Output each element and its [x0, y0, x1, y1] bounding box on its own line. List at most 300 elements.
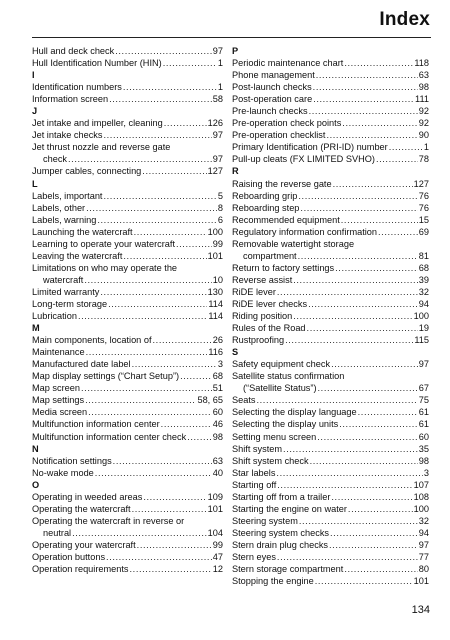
dot-leader	[299, 515, 418, 527]
index-entry-page: 68	[418, 262, 429, 273]
dot-leader	[132, 358, 217, 370]
index-entry-page: 60	[418, 431, 429, 442]
index-entry-text: watercraft	[43, 274, 84, 285]
index-entry-text: Information screen	[32, 94, 109, 105]
index-entry	[32, 346, 223, 358]
dot-leader	[84, 274, 211, 286]
index-entry	[32, 93, 223, 105]
index-entry-page: 46	[212, 419, 223, 430]
index-entry	[32, 190, 223, 202]
dot-leader	[344, 563, 417, 575]
index-entry	[232, 431, 429, 443]
index-entry-page: 58	[212, 94, 223, 105]
index-entry	[232, 503, 429, 515]
index-entry	[232, 551, 429, 563]
index-entry-text: Long-term storage	[32, 298, 108, 309]
index-entry-page: 114	[208, 311, 223, 322]
index-entry-page: 97	[418, 539, 429, 550]
dot-leader	[331, 358, 418, 370]
index-entry	[232, 298, 429, 310]
index-entry	[232, 93, 429, 105]
index-entry	[32, 503, 223, 515]
dot-leader	[163, 57, 217, 69]
dot-leader	[81, 382, 212, 394]
dot-leader	[348, 503, 413, 515]
index-entry	[232, 178, 429, 190]
dot-leader	[103, 129, 211, 141]
dot-leader	[298, 250, 418, 262]
dot-leader	[257, 394, 418, 406]
dot-leader	[333, 178, 413, 190]
index-entry	[32, 539, 223, 551]
index-entry-page: 98	[418, 455, 429, 466]
index-entry	[232, 274, 429, 286]
dot-leader	[285, 334, 413, 346]
index-entry	[232, 310, 429, 322]
index-entry-page: 101	[207, 250, 223, 261]
dot-leader	[341, 214, 418, 226]
index-entry	[32, 153, 223, 165]
index-entry-page: 109	[207, 491, 223, 502]
index-entry-page: 19	[418, 323, 429, 334]
index-entry-text: Periodic maintenance chart	[232, 58, 344, 69]
index-entry-page: 10	[212, 274, 223, 285]
index-entry-text: Pre-operation check points	[232, 118, 342, 129]
index-entry-text: Hull Identification Number (HIN)	[32, 58, 162, 69]
index-entry-page: 1	[423, 142, 429, 153]
index-entry-text: Media screen	[32, 407, 88, 418]
index-entry-page: 75	[418, 395, 429, 406]
index-entry-text: Starting the engine on water	[232, 503, 347, 514]
index-entry	[32, 527, 223, 539]
dot-leader	[309, 105, 418, 117]
dot-leader	[331, 491, 412, 503]
index-entry	[232, 69, 429, 81]
index-entry-page: 98	[418, 82, 429, 93]
dot-leader	[123, 250, 206, 262]
index-entry-text: Reverse assist	[232, 274, 293, 285]
index-entry-text: Limitations on who may operate the	[32, 262, 178, 273]
dot-leader	[308, 298, 418, 310]
index-entry-text: Stopping the engine	[232, 576, 314, 587]
index-entry-page: 94	[418, 298, 429, 309]
dot-leader	[180, 370, 212, 382]
header-divider	[32, 37, 431, 38]
index-entry	[232, 262, 429, 274]
index-entry	[232, 214, 429, 226]
index-entry	[232, 117, 429, 129]
index-entry-page: 90	[418, 130, 429, 141]
index-entry-text: Operation requirements	[32, 564, 129, 575]
dot-leader	[358, 406, 418, 418]
index-entry-text: Hull and deck check	[32, 46, 115, 56]
index-entry-text: Main components, location of	[32, 335, 152, 346]
index-entry	[232, 418, 429, 430]
index-entry-page: 127	[207, 166, 223, 177]
index-entry	[32, 117, 223, 129]
index-entry-text: Pre-launch checks	[232, 106, 308, 117]
index-section-letter: M	[32, 323, 40, 334]
index-entry	[232, 153, 429, 165]
index-entry-page: 51	[212, 383, 223, 394]
index-entry-page: 104	[207, 527, 223, 538]
index-entry-page: 116	[208, 347, 223, 358]
index-entry-page: 6	[217, 214, 223, 225]
dot-leader	[293, 310, 412, 322]
index-entry-page: 108	[413, 491, 429, 502]
index-entry-text: Jet intake and impeller, cleaning	[32, 118, 163, 129]
dot-leader	[344, 57, 413, 69]
index-entry	[232, 467, 429, 479]
dot-leader	[326, 129, 417, 141]
index-entry-text: Map display settings (“Chart Setup”)	[32, 371, 180, 382]
index-entry-page: 81	[418, 250, 429, 261]
dot-leader	[137, 539, 212, 551]
index-entry-text: Riding position	[232, 311, 293, 322]
index-entry-page: 101	[207, 503, 223, 514]
dot-leader	[68, 153, 212, 165]
index-section-letter: S	[232, 347, 239, 358]
index-entry	[32, 202, 223, 214]
index-entry-text: Map settings	[32, 395, 85, 406]
index-entry	[232, 238, 429, 250]
index-entry	[32, 214, 223, 226]
index-entry	[232, 190, 429, 202]
index-entry	[32, 57, 223, 69]
index-entry	[232, 443, 429, 455]
index-entry-text: RiDE lever checks	[232, 298, 308, 309]
index-entry	[232, 129, 429, 141]
index-entry-page: 107	[413, 479, 429, 490]
dot-leader	[142, 165, 206, 177]
index-entry-page: 97	[418, 359, 429, 370]
index-entry-text: Post-operation care	[232, 94, 313, 105]
index-entry-page: 100	[207, 226, 223, 237]
index-entry-text: Selecting the display units	[232, 419, 339, 430]
index-entry	[232, 105, 429, 117]
index-entry	[32, 274, 223, 286]
index-entry-text: Starting off	[232, 479, 277, 490]
index-entry	[32, 406, 223, 418]
index-entry-page: 118	[414, 58, 429, 69]
index-entry	[32, 141, 223, 153]
index-entry-text: Identification numbers	[32, 82, 122, 93]
index-entry-page: 12	[212, 564, 223, 575]
index-entry-page: 126	[207, 118, 223, 129]
dot-leader	[330, 527, 418, 539]
page-title: Index	[379, 9, 430, 30]
index-entry-text: Stern drain plug checks	[232, 539, 329, 550]
index-entry	[32, 81, 223, 93]
dot-leader	[97, 214, 217, 226]
index-entry-text: Labels, important	[32, 190, 103, 201]
dot-leader	[329, 539, 418, 551]
index-entry-text: Stern eyes	[232, 551, 276, 562]
index-entry-page: 3	[423, 467, 429, 478]
index-entry	[32, 382, 223, 394]
dot-leader	[376, 153, 418, 165]
index-entry-text: Launching the watercraft	[32, 226, 133, 237]
index-entry-text: Shift system check	[232, 455, 309, 466]
index-entry	[232, 539, 429, 551]
dot-leader	[293, 274, 418, 286]
dot-leader	[103, 190, 216, 202]
dot-leader	[277, 551, 418, 563]
index-entry-text: Primary Identification (PRI-ID) number	[232, 142, 388, 153]
index-entry-page: 97	[212, 154, 223, 165]
index-entry-text: Manufactured date label	[32, 359, 131, 370]
index-entry-text: Regulatory information confirmation	[232, 226, 378, 237]
dot-leader	[100, 286, 206, 298]
index-entry-page: 100	[413, 311, 429, 322]
index-entry-text: Recommended equipment	[232, 214, 340, 225]
index-section-letter: L	[32, 178, 38, 189]
index-entry	[32, 298, 223, 310]
index-entry-page: 127	[413, 178, 429, 189]
index-entry	[32, 45, 223, 57]
dot-leader	[86, 202, 217, 214]
index-entry-text: Rules of the Road	[232, 323, 306, 334]
dot-leader	[277, 479, 412, 491]
index-entry	[32, 310, 223, 322]
index-entry-text: Lubrication	[32, 311, 77, 322]
index-entry-page: 101	[413, 576, 429, 587]
index-entry-text: Operation buttons	[32, 551, 106, 562]
index-entry	[32, 250, 223, 262]
dot-leader	[300, 202, 417, 214]
index-entry-text: Rustproofing	[232, 335, 285, 346]
index-entry-text: (“Satellite Status”)	[243, 383, 317, 394]
index-entry-text: Jet thrust nozzle and reverse gate	[32, 142, 171, 153]
dot-leader	[130, 563, 212, 575]
index-entry-page: 76	[418, 190, 429, 201]
dot-leader	[72, 527, 207, 539]
index-entry-page: 76	[418, 202, 429, 213]
index-entry	[232, 515, 429, 527]
index-entry-page: 77	[418, 551, 429, 562]
index-entry-text: Safety equipment check	[232, 359, 331, 370]
index-entry	[32, 491, 223, 503]
index-entry	[232, 394, 429, 406]
dot-leader	[317, 431, 417, 443]
index-entry	[232, 382, 429, 394]
index-entry-page: 63	[212, 455, 223, 466]
index-entry-page: 47	[212, 551, 223, 562]
index-entry-page: 100	[413, 503, 429, 514]
dot-leader	[108, 298, 207, 310]
index-entry	[32, 418, 223, 430]
index-entry-page: 61	[418, 419, 429, 430]
dot-leader	[164, 117, 207, 129]
index-entry-text: Operating your watercraft	[32, 539, 136, 550]
dot-leader	[339, 418, 418, 430]
dot-leader	[143, 491, 206, 503]
dot-leader	[318, 382, 418, 394]
dot-leader	[109, 93, 212, 105]
index-entry-page: 98	[212, 431, 223, 442]
dot-leader	[307, 322, 418, 334]
index-entry	[232, 141, 429, 153]
index-entry	[232, 334, 429, 346]
dot-leader	[161, 418, 212, 430]
dot-leader	[283, 443, 418, 455]
index-entry	[32, 563, 223, 575]
index-entry-text: Return to factory settings	[232, 262, 335, 273]
dot-leader	[153, 334, 212, 346]
index-entry-text: neutral	[43, 527, 72, 538]
dot-leader	[113, 455, 212, 467]
index-entry	[232, 57, 429, 69]
index-entry-text: Pre-operation checklist	[232, 130, 326, 141]
dot-leader	[134, 226, 207, 238]
index-entry-page: 61	[418, 407, 429, 418]
index-entry	[232, 322, 429, 334]
dot-leader	[86, 346, 208, 358]
dot-leader	[389, 141, 423, 153]
index-entry-text: Reboarding step	[232, 202, 300, 213]
index-entry-text: check	[43, 154, 68, 165]
index-entry-text: Notification settings	[32, 455, 112, 466]
index-entry-page: 111	[415, 94, 429, 105]
index-column-left	[32, 45, 223, 575]
index-entry-page: 32	[418, 515, 429, 526]
index-entry-text: Labels, warning	[32, 214, 97, 225]
index-entry-page: 115	[414, 335, 429, 346]
index-entry-text: Jumper cables, connecting	[32, 166, 142, 177]
index-entry-text: Multifunction information center	[32, 419, 160, 430]
index-section-letter: O	[32, 479, 40, 490]
dot-leader	[123, 81, 217, 93]
dot-leader	[342, 117, 417, 129]
index-entry	[32, 358, 223, 370]
index-entry-page: 130	[207, 286, 223, 297]
index-entry-text: No-wake mode	[32, 467, 94, 478]
index-entry	[232, 455, 429, 467]
index-entry-page: 99	[212, 238, 223, 249]
dot-leader	[78, 310, 207, 322]
index-entry-text: Learning to operate your watercraft	[32, 238, 175, 249]
index-section-letter: I	[32, 70, 35, 81]
index-entry-text: Multifunction information center check	[32, 431, 187, 442]
index-entry	[32, 238, 223, 250]
index-column-right	[232, 45, 429, 587]
index-entry-page: 8	[217, 202, 223, 213]
index-entry-page: 60	[212, 407, 223, 418]
index-entry	[232, 81, 429, 93]
dot-leader	[335, 262, 418, 274]
dot-leader	[132, 503, 207, 515]
index-entry	[32, 334, 223, 346]
index-entry-page: 58, 65	[197, 395, 223, 406]
index-entry-text: Setting menu screen	[232, 431, 317, 442]
index-entry	[32, 515, 223, 527]
index-entry-text: Selecting the display language	[232, 407, 357, 418]
index-entry-page: 32	[418, 286, 429, 297]
index-entry-page: 35	[418, 443, 429, 454]
index-entry	[232, 406, 429, 418]
index-entry-text: Map screen	[32, 383, 81, 394]
index-entry	[32, 431, 223, 443]
index-entry-page: 94	[418, 527, 429, 538]
index-entry-text: Maintenance	[32, 347, 85, 358]
index-entry-page: 3	[217, 359, 223, 370]
index-entry-page: 99	[212, 539, 223, 550]
index-entry-text: Steering system checks	[232, 527, 330, 538]
index-entry	[232, 527, 429, 539]
dot-leader	[316, 69, 418, 81]
dot-leader	[187, 431, 212, 443]
index-entry-page: 97	[212, 130, 223, 141]
index-entry-text: Operating the watercraft in reverse or	[32, 515, 185, 526]
index-entry	[32, 286, 223, 298]
index-entry	[32, 370, 223, 382]
index-entry-page: 1	[217, 58, 223, 69]
dot-leader	[106, 551, 212, 563]
index-entry	[32, 262, 223, 274]
index-entry	[232, 479, 429, 491]
index-entry	[232, 250, 429, 262]
index-entry-page: 78	[418, 154, 429, 165]
index-entry	[232, 286, 429, 298]
index-entry	[32, 129, 223, 141]
dot-leader	[310, 455, 418, 467]
index-entry-text: Raising the reverse gate	[232, 178, 332, 189]
index-entry	[32, 551, 223, 563]
index-entry-text: Pull-up cleats (FX LIMITED SVHO)	[232, 154, 375, 165]
index-section-letter: R	[232, 166, 239, 177]
dot-leader	[378, 226, 418, 238]
index-section-letter: N	[32, 443, 39, 454]
index-entry-page: 114	[208, 298, 223, 309]
index-entry	[232, 358, 429, 370]
index-entry-text: Operating in weeded areas	[32, 491, 143, 502]
index-entry-page: 63	[418, 70, 429, 81]
index-entry-text: Stern storage compartment	[232, 564, 344, 575]
index-entry-page: 67	[418, 383, 429, 394]
dot-leader	[298, 190, 417, 202]
index-entry-page: 26	[212, 335, 223, 346]
dot-leader	[85, 394, 196, 406]
dot-leader	[88, 406, 212, 418]
index-entry-text: Labels, other	[32, 202, 86, 213]
index-entry-text: Reboarding grip	[232, 190, 298, 201]
index-entry-text: RiDE lever	[232, 286, 276, 297]
index-entry	[32, 394, 223, 406]
index-entry-text: Phone management	[232, 70, 315, 81]
dot-leader	[115, 45, 212, 57]
index-entry	[232, 491, 429, 503]
index-entry-text: Star labels	[232, 467, 276, 478]
index-entry-page: 68	[212, 371, 223, 382]
index-entry	[32, 467, 223, 479]
index-entry-page: 15	[418, 214, 429, 225]
index-entry	[232, 226, 429, 238]
dot-leader	[315, 575, 413, 587]
index-entry-text: Starting off from a trailer	[232, 491, 331, 502]
index-entry-page: 69	[418, 226, 429, 237]
index-entry-text: Removable watertight storage	[232, 238, 355, 249]
index-entry	[32, 226, 223, 238]
index-entry-text: Post-launch checks	[232, 82, 312, 93]
index-entry-page: 1	[217, 82, 223, 93]
index-entry	[232, 563, 429, 575]
index-entry	[232, 202, 429, 214]
index-section-letter: P	[232, 46, 239, 56]
index-entry-text: Operating the watercraft	[32, 503, 131, 514]
index-entry-page: 80	[418, 564, 429, 575]
index-entry-page: 40	[212, 467, 223, 478]
index-entry-page: 92	[418, 118, 429, 129]
